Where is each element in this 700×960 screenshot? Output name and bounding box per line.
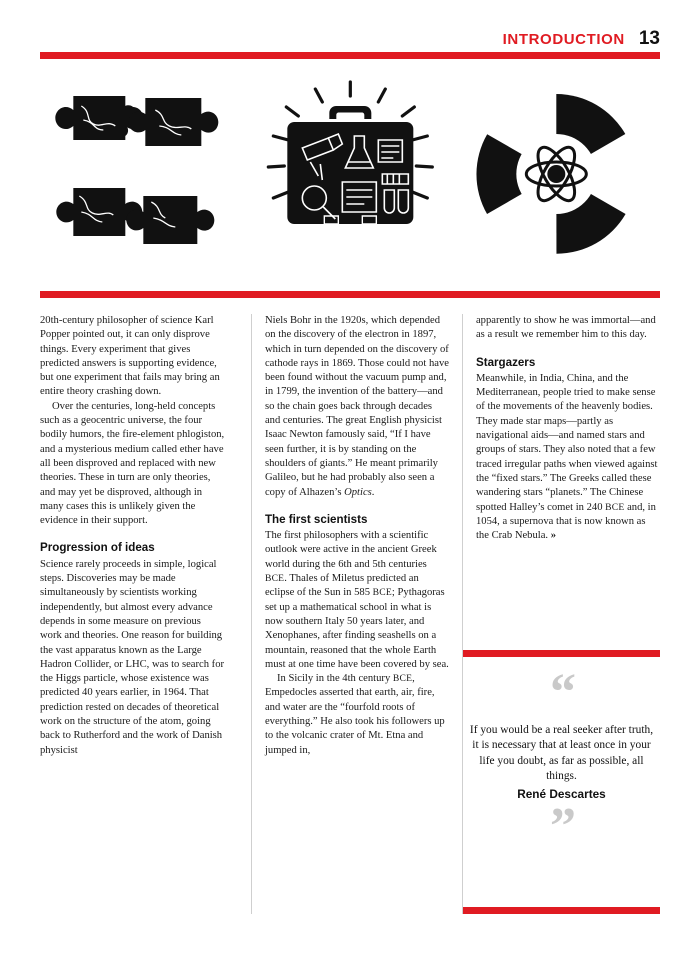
paragraph-text: Niels Bohr in the 1920s, which depended on the discovery of the electron in 1897, which in turn depended on the discovery of cathode rays in 1869. Those could not have been found without the vacuum pump and, in 1799, the invention of the battery—and so the chain goes back through decades and centuries. The great English physicist Isaac Newton famously said, “If I have seen further, it is by standing on the shoulders of giants.” He meant primarily Galileo, but he had probably also seen a copy of Alhazen’s	[264, 315, 449, 498]
continuation-arrow: »	[550, 530, 557, 542]
illustration-band	[40, 70, 660, 282]
paragraph-text: , Empedocles asserted that earth, air, fire, and water are the “fourfold roots of everything.” He also took his followers up to the volcanic crater of Mt. Etna and jumped in,	[264, 673, 445, 756]
paragraph-text: The first philosophers with a scientific outlook were active in the ancient Greek world during the 6th and 5th centuries	[264, 530, 437, 570]
quote-open-mark: “	[549, 664, 573, 721]
quote-close-mark: ”	[549, 797, 573, 855]
column-3	[462, 314, 660, 914]
paragraph	[265, 314, 449, 500]
paragraph: apparently to show he was immortal—and as a result we remember him to this day.	[475, 315, 656, 341]
pull-quote-bottom-rule	[463, 907, 660, 914]
radiation-atom-symbol-icon	[453, 70, 660, 282]
column-1	[40, 314, 238, 914]
paragraph-text: . Thales of Miletus predicted an eclipse of the Sun in 585	[264, 573, 419, 599]
paragraph-text: Meanwhile, in India, China, and the Mediterranean, people tried to make sense of the movements of the heavenly bodies. They made star maps—partly as navigational aids—and named stars and groups of stars. They also noted that a few traced irregular paths when viewed against the “fixed stars.” The Greeks called these wandering stars “planets.” The Chinese spotted Halley’s comet in 240	[475, 372, 658, 513]
paragraph	[265, 529, 449, 672]
pull-quote-block	[463, 650, 660, 914]
paragraph: Science rarely proceeds in simple, logical steps. Discoveries may be made simultaneously by scientists working independently, but almost every advance depends in some measure on previous work and theories. One reason for building the vast apparatus known as the Large Hadron Collider, or LHC, was to search for the Higgs particle, whose existence was predicted 40 years earlier, in 1964. That prediction rested on decades of theoretical work on the structure of the atom, going back to Rutherford and the work of Danish physicist	[40, 558, 225, 756]
page-number: 13	[638, 28, 660, 49]
book-title-optics: Optics	[344, 486, 372, 498]
paragraph	[476, 372, 660, 544]
column-2	[251, 314, 449, 914]
subheading-the-first-scientists: The first scientists	[264, 512, 368, 526]
suitcase-with-instruments-icon	[247, 70, 454, 282]
era-label-bce: BCE	[392, 673, 413, 685]
paragraph-text: ; Pythagoras set up a mathematical school in what is now southern Italy 50 years later, and Xenophanes, after finding seashells on a mountain, reasoned that the whole Earth must at one time have been covered by sea.	[264, 587, 449, 670]
era-label-bce: BCE	[605, 501, 625, 513]
subheading-stargazers: Stargazers	[475, 355, 536, 369]
paragraph: Over the centuries, long-held concepts such as a geocentric universe, the four bodily humors, the fire-element phlogiston, and a mysterious medium called ether have all been disproved and replaced with new theories. These in turn are only theories, and may yet be disproved, although in many cases this is unlikely given the evidence in their support.	[40, 400, 225, 527]
pull-quote-text: If you would be a real seeker after truth, it is necessary that at least once in your life you doubt, as far as possible, all things.	[469, 724, 654, 783]
paragraph-text-end: .	[371, 486, 375, 498]
subheading-progression-of-ideas: Progression of ideas	[40, 541, 155, 555]
era-label-bce: BCE	[264, 573, 285, 585]
paragraph	[265, 672, 449, 758]
header-divider-rule	[40, 52, 660, 59]
section-title: INTRODUCTION	[502, 31, 625, 48]
illustration-divider-rule	[40, 291, 660, 298]
jigsaw-puzzle-pieces-icon	[40, 70, 247, 282]
paragraph-text: and, in 1054, a supernova that is now known as the Crab Nebula.	[475, 501, 656, 542]
pull-quote-top-rule	[463, 650, 660, 657]
pull-quote-attribution: René Descartes	[517, 786, 606, 801]
body-columns	[40, 314, 660, 914]
paragraph: 20th-century philosopher of science Karl Popper pointed out, it can only disprove things. Every experiment that gives predicted answers is supporting evidence, but one experiment that fails may bring an entire theory crashing down.	[40, 315, 220, 398]
paragraph-text: In Sicily in the 4th century	[276, 673, 393, 685]
page-header	[40, 22, 660, 48]
era-label-bce: BCE	[372, 587, 392, 599]
